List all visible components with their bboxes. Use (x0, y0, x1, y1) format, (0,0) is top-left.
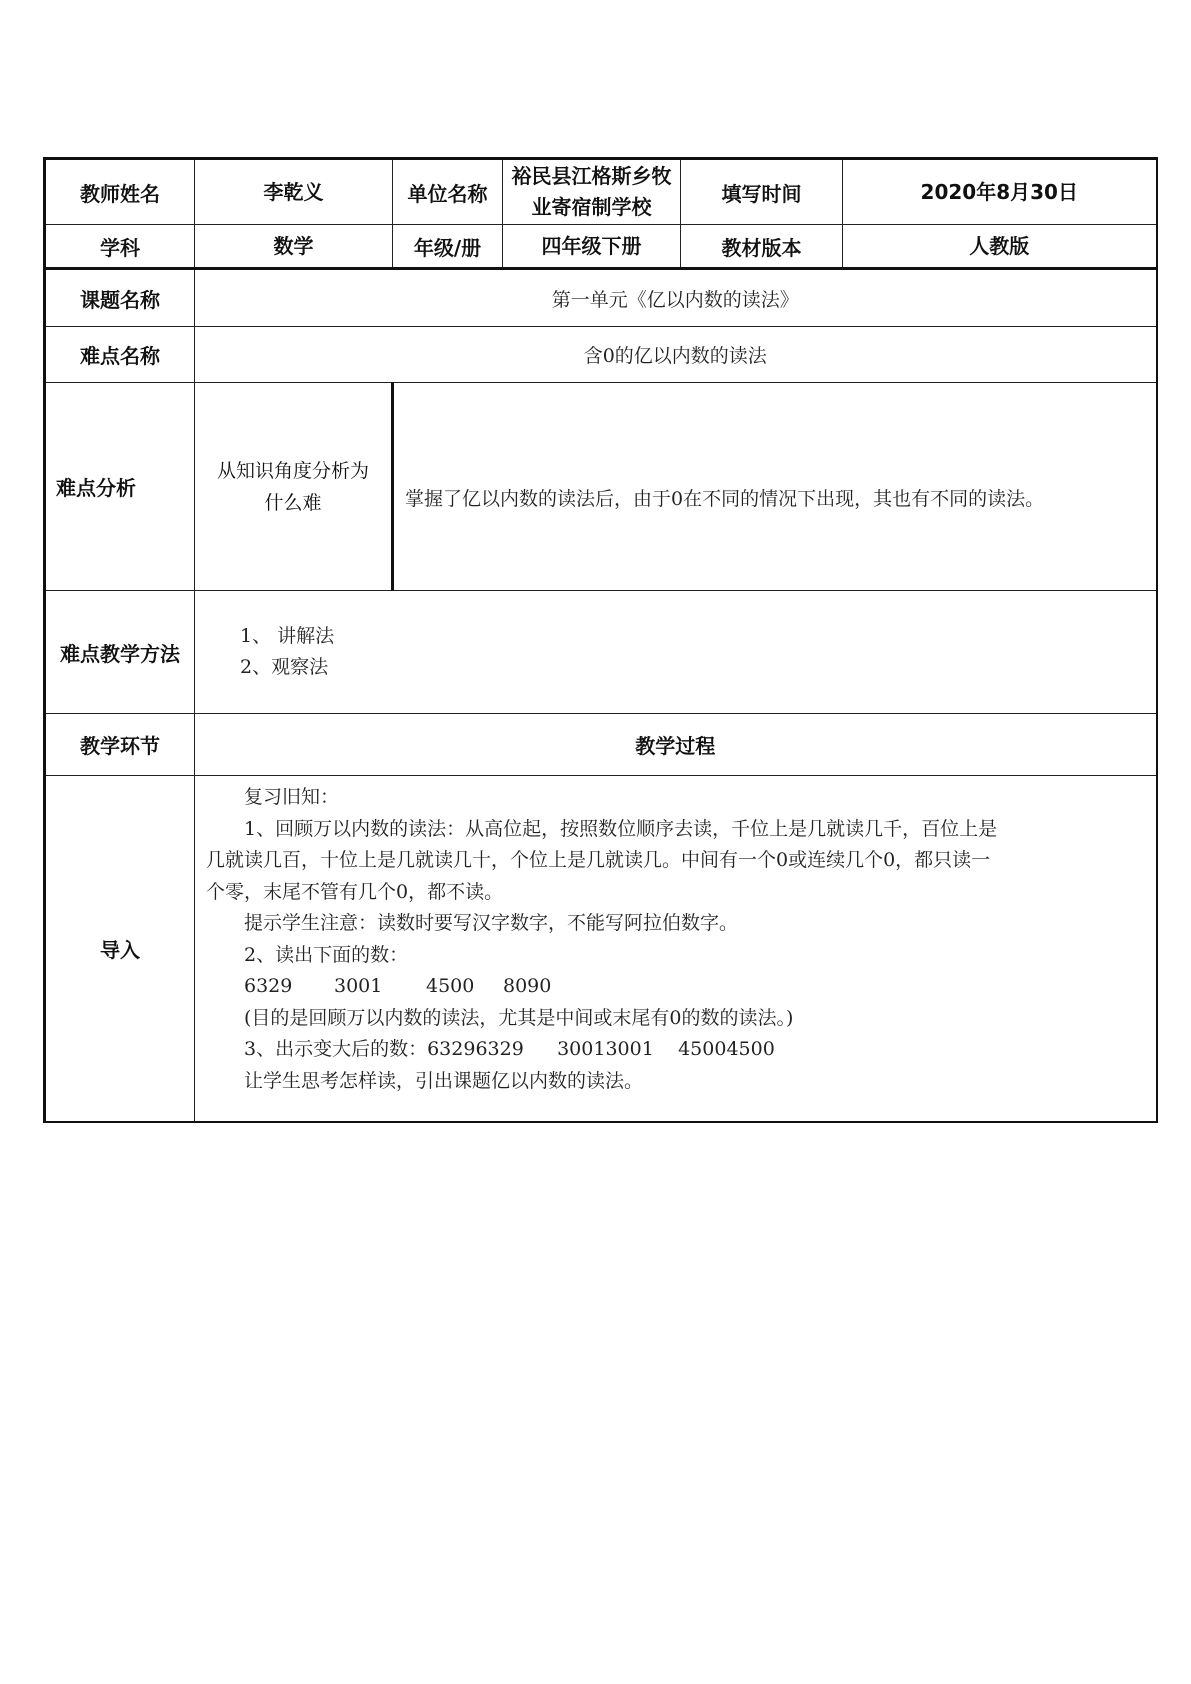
large-number: 45004500 (678, 1038, 775, 1060)
topic-row (45, 269, 1157, 327)
intro-line-1c: 个零，末尾不管有几个0，都不读。 (206, 880, 504, 903)
methods-row (45, 591, 1157, 714)
intro-line-3-label: 3、出示变大后的数： (244, 1038, 428, 1060)
process-stage-label: 教学环节 (45, 714, 195, 776)
subject-row (45, 225, 1157, 269)
analysis-sub-label-line-2: 什么难 (264, 491, 322, 514)
edition-label: 教材版本 (681, 225, 843, 269)
intro-line-3 (206, 1034, 1146, 1066)
small-number: 6329 (244, 975, 293, 997)
unit-label: 单位名称 (393, 159, 503, 225)
unit-value-line-1: 裕民县江格斯乡牧 (511, 164, 672, 188)
intro-line-1a: 1、回顾万以内数的读法：从高位起，按照数位顺序去读，千位上是几就读几千，百位上是 (244, 817, 998, 840)
intro-line-2: 2、读出下面的数： (244, 943, 409, 966)
large-number: 63296329 (427, 1038, 524, 1060)
unit-value-line-2: 业寄宿制学校 (531, 195, 652, 219)
analysis-row (45, 383, 1157, 591)
difficulty-value: 含0的亿以内数的读法 (195, 327, 1157, 383)
intro-line-purpose: (目的是回顾万以内数的读法，尤其是中间或末尾有0的数的读法。) (244, 1006, 794, 1029)
intro-line-1b: 几就读几百，十位上是几就读几十，个位上是几就读几。中间有一个0或连续几个0，都只读一 (206, 849, 991, 871)
intro-body (195, 776, 1157, 1123)
small-number: 8090 (503, 975, 552, 997)
date-value: 2020年8月30日 (843, 159, 1157, 225)
intro-line-hint: 提示学生注意：读数时要写汉字数字，不能写阿拉伯数字。 (244, 912, 739, 934)
intro-row (45, 776, 1157, 1123)
teacher-value: 李乾义 (195, 159, 393, 225)
intro-label: 导入 (45, 776, 195, 1123)
edition-value: 人教版 (843, 225, 1157, 269)
large-number: 30013001 (557, 1038, 654, 1060)
analysis-sub-label-line-1: 从知识角度分析为 (216, 459, 369, 482)
method-item-1: 1、 讲解法 (240, 625, 335, 647)
small-numbers (206, 971, 1146, 1003)
methods-label: 难点教学方法 (45, 591, 195, 714)
subject-value: 数学 (195, 225, 393, 269)
process-header-row (45, 714, 1157, 776)
methods-list (195, 591, 1157, 714)
header-row (45, 159, 1157, 225)
intro-line-think: 让学生思考怎样读，引出课题亿以内数的读法。 (244, 1069, 644, 1092)
difficulty-label: 难点名称 (45, 327, 195, 383)
topic-value: 第一单元《亿以内数的读法》 (195, 269, 1157, 327)
topic-label: 课题名称 (45, 269, 195, 327)
small-number: 3001 (334, 975, 383, 997)
teacher-label: 教师姓名 (45, 159, 195, 225)
difficulty-row (45, 327, 1157, 383)
analysis-text: 掌握了亿以内数的读法后，由于0在不同的情况下出现，其也有不同的读法。 (393, 383, 1157, 591)
analysis-sub-label (195, 383, 393, 591)
process-label: 教学过程 (195, 714, 1157, 776)
grade-value: 四年级下册 (503, 225, 681, 269)
small-number: 4500 (426, 975, 475, 997)
lesson-plan-table (43, 157, 1158, 1123)
method-item-2: 2、观察法 (240, 656, 329, 678)
analysis-label: 难点分析 (45, 383, 195, 591)
grade-label: 年级/册 (393, 225, 503, 269)
intro-line-review: 复习旧知： (244, 786, 340, 808)
subject-label: 学科 (45, 225, 195, 269)
unit-value (503, 159, 681, 225)
date-label: 填写时间 (681, 159, 843, 225)
